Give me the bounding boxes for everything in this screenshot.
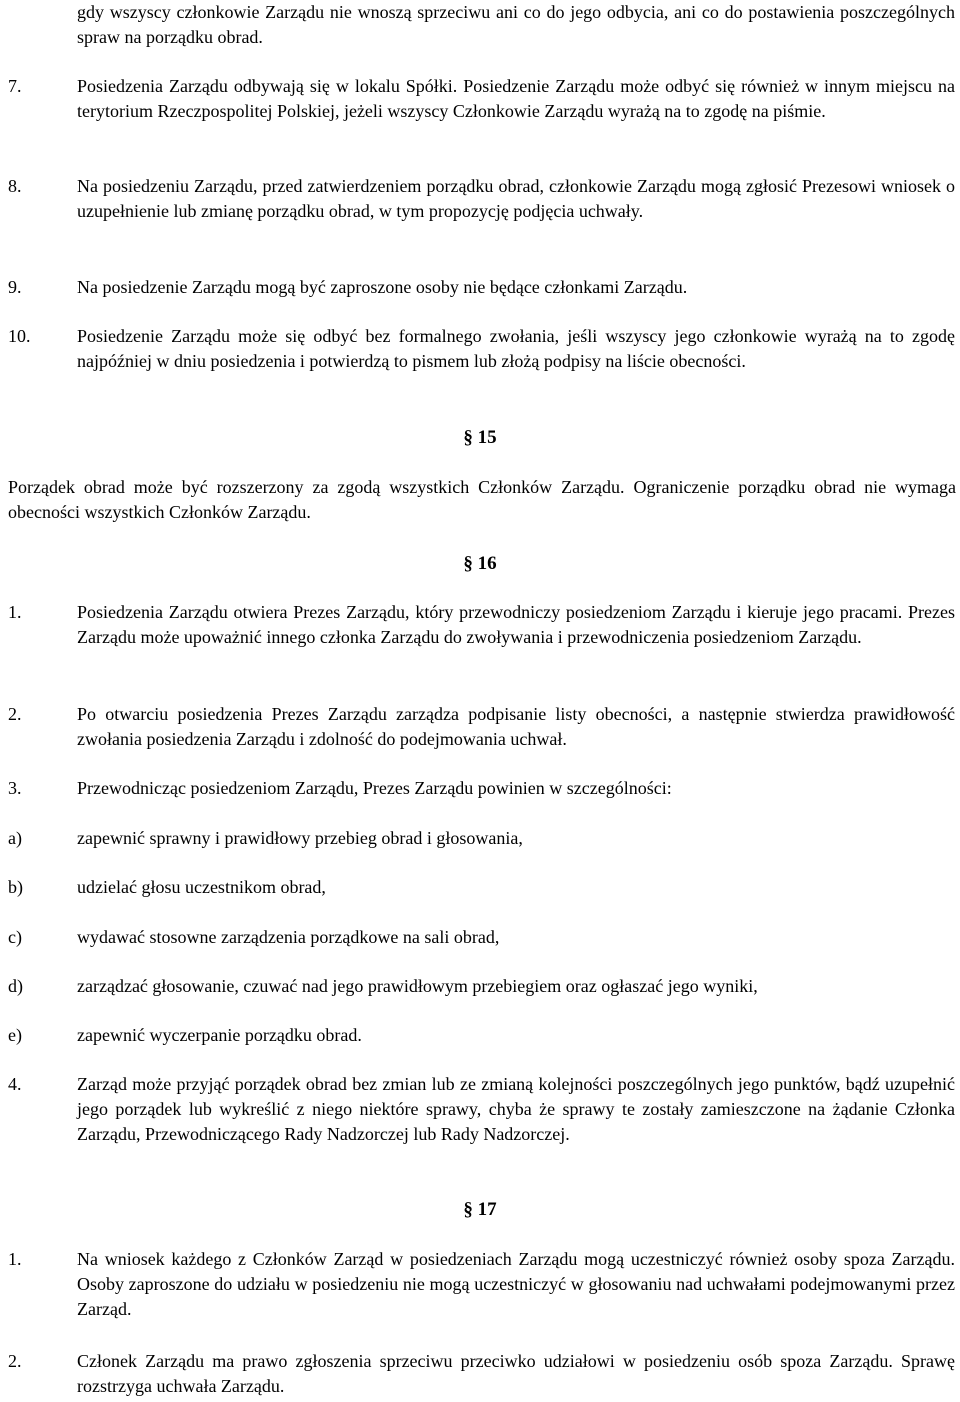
item-text: Na wniosek każdego z Członków Zarząd w posiedzeniach Zarządu mogą uczestniczyć również osoby spoza Zarządu. Osoby zaproszone do udziału w posiedzeniu nie mogą uczestniczyć w głosowaniu nad uchwałami podejmowanymi przez Zarząd. (77, 1249, 955, 1319)
subitem-text: wydawać stosowne zarządzenia porządkowe na sali obrad, (77, 927, 500, 947)
item-number: 4. (8, 1074, 22, 1094)
subitem-letter: c) (8, 927, 22, 947)
item-number: 8. (8, 176, 22, 196)
subitem-text: zapewnić sprawny i prawidłowy przebieg obrad i głosowania, (77, 828, 523, 848)
item-text: Po otwarciu posiedzenia Prezes Zarządu zarządza podpisanie listy obecności, a następnie stwierdza prawidłowość zwołania posiedzenia Zarządu i zdolność do podejmowania uchwał. (77, 704, 955, 749)
item-number: 2. (8, 1351, 22, 1371)
item-number: 7. (8, 76, 22, 96)
subitem-text: zarządzać głosowanie, czuwać nad jego prawidłowym przebiegiem oraz ogłaszać jego wyniki, (77, 976, 758, 996)
section-heading: § 16 (463, 553, 497, 574)
item-number: 1. (8, 1249, 22, 1269)
item-number: 2. (8, 704, 22, 724)
subitem-text: zapewnić wyczerpanie porządku obrad. (77, 1025, 362, 1045)
item-text: Członek Zarządu ma prawo zgłoszenia sprzeciwu przeciwko udziałowi w posiedzeniu osób spoza Zarządu. Sprawę rozstrzyga uchwała Zarządu. (77, 1351, 955, 1396)
section-heading: § 15 (463, 427, 497, 448)
item-number: 1. (8, 602, 22, 622)
subitem-text: udzielać głosu uczestnikom obrad, (77, 877, 326, 897)
subitem-letter: b) (8, 877, 23, 897)
subitem-letter: d) (8, 976, 23, 996)
item-number: 3. (8, 778, 22, 798)
item-text: Na posiedzenie Zarządu mogą być zaproszone osoby nie będące członkami Zarządu. (77, 277, 688, 297)
item-number: 10. (8, 326, 31, 346)
subitem-letter: e) (8, 1025, 22, 1045)
item-text: Na posiedzeniu Zarządu, przed zatwierdzeniem porządku obrad, członkowie Zarządu mogą zgłosić Prezesowi wniosek o uzupełnienie lub zmianę porządku obrad, w tym propozycję podjęcia uchwały. (77, 176, 955, 221)
paragraph-continuation: gdy wszyscy członkowie Zarządu nie wnoszą sprzeciwu ani co do jego odbycia, ani co do postawienia poszczególnych spraw na porządku obrad. (77, 2, 955, 47)
item-text: Posiedzenie Zarządu może się odbyć bez formalnego zwołania, jeśli wszyscy jego członkowie wyrażą na to zgodę najpóźniej w dniu posiedzenia i potwierdzą to pismem lub złożą podpisy na liście obecności. (77, 326, 955, 371)
item-number: 9. (8, 277, 22, 297)
item-text: Posiedzenia Zarządu otwiera Prezes Zarządu, który przewodniczy posiedzeniom Zarządu i kieruje jego pracami. Prezes Zarządu może upoważnić innego członka Zarządu do zwoływania i przewodniczenia posiedzeniom Zarządu. (77, 602, 955, 647)
item-text: Przewodnicząc posiedzeniom Zarządu, Prezes Zarządu powinien w szczególności: (77, 778, 672, 798)
section-heading: § 17 (463, 1199, 497, 1220)
item-text: Posiedzenia Zarządu odbywają się w lokalu Spółki. Posiedzenie Zarządu może odbyć się również w innym miejscu na terytorium Rzeczpospolitej Polskiej, jeżeli wszyscy Członkowie Zarządu wyrażą na to zgodę na piśmie. (77, 76, 955, 121)
subitem-letter: a) (8, 828, 22, 848)
item-text: Zarząd może przyjąć porządek obrad bez zmian lub ze zmianą kolejności poszczególnych jego punktów, bądź uzupełnić jego porządek lub wykreślić z niego niektóre sprawy, chyba że sprawy te zostały zamieszczone na żądanie Członka Zarządu, Przewodniczącego Rady Nadzorczej lub Rady Nadzorczej. (77, 1074, 955, 1144)
section-paragraph: Porządek obrad może być rozszerzony za zgodą wszystkich Członków Zarządu. Ograniczenie porządku obrad nie wymaga obecności wszystkich Członków Zarządu. (8, 477, 956, 522)
